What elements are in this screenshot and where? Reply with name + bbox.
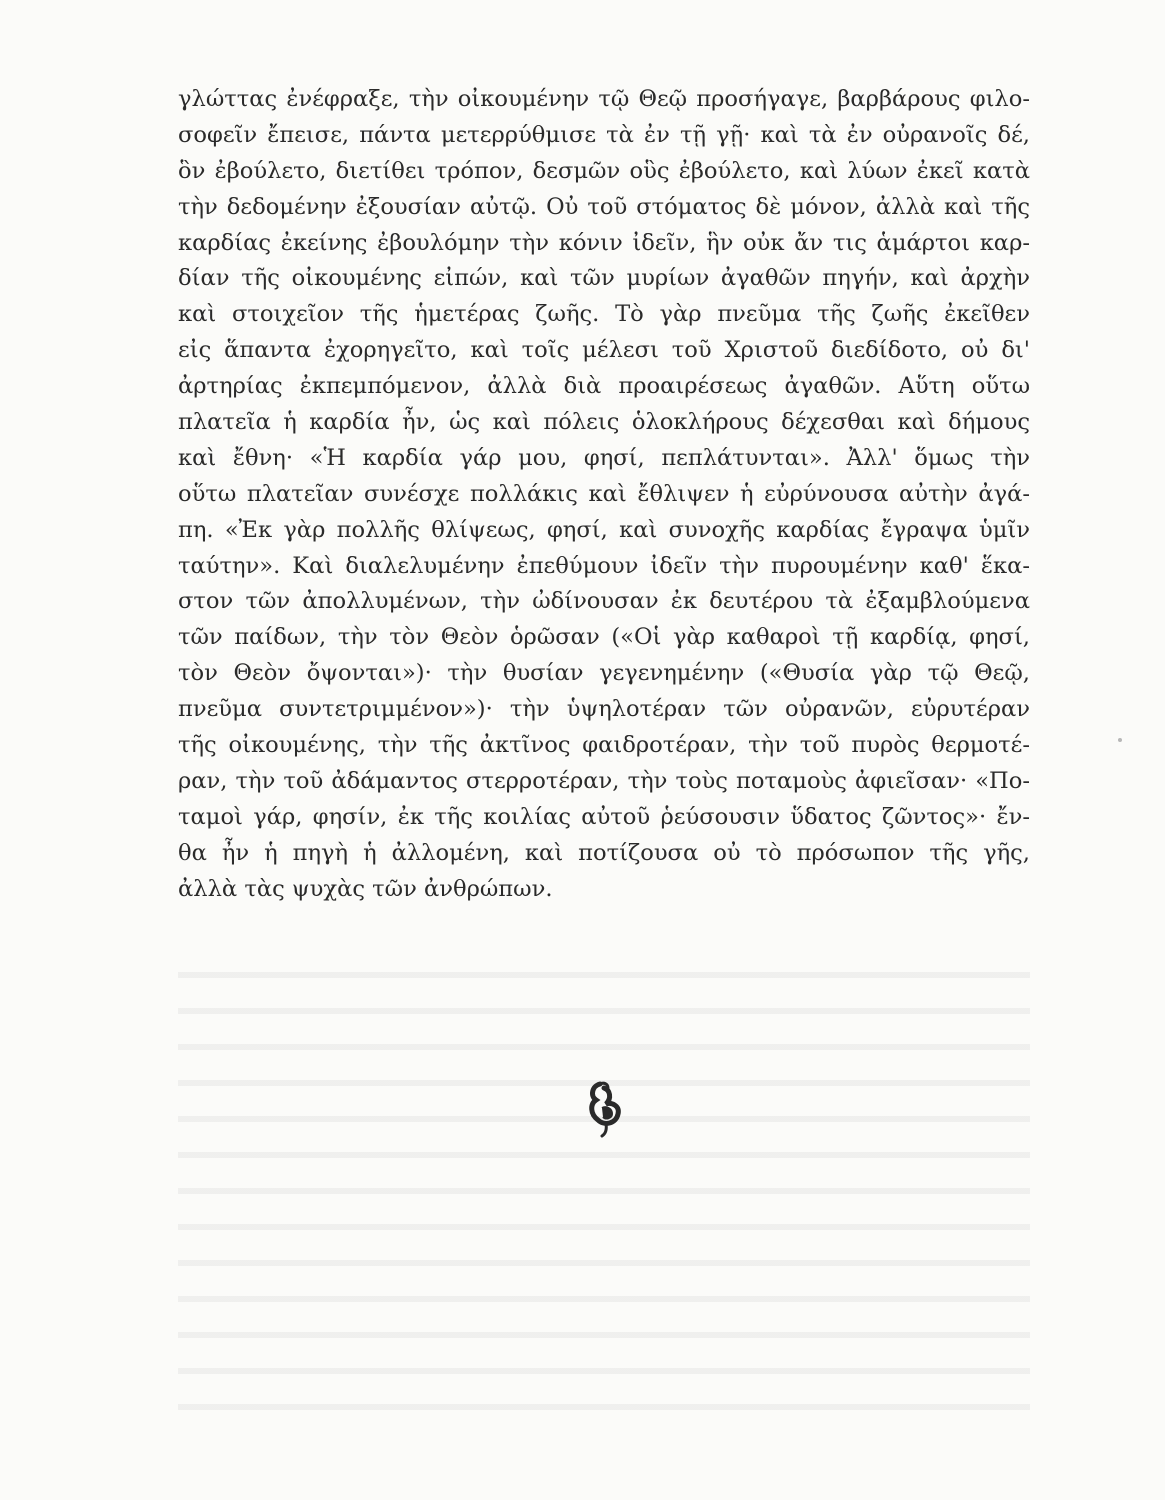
text-line-23: ἀλλὰ τὰς ψυχὰς τῶν ἀνθρώπων. [178,875,553,902]
body-text [178,82,1030,907]
text-line-8: εἰς ἅπαντα ἐχορηγεῖτο, καὶ τοῖς μέλεσι τοῦ Χριστοῦ διεδίδοτο, οὐ δι' [178,337,1030,364]
paper-speck [1118,738,1122,742]
leaf-ornament-icon [586,1080,626,1140]
text-line-6: δίαν τῆς οἰκουμένης εἰπών, καὶ τῶν μυρίων ἀγαθῶν πηγήν, καὶ ἀρχὴν [178,265,1030,292]
text-line-10: πλατεῖα ἡ καρδία ἦν, ὡς καὶ πόλεις ὁλοκλήρους δέχεσθαι καὶ δήμους [178,409,1030,436]
text-line-16: τῶν παίδων, τὴν τὸν Θεὸν ὁρῶσαν («Οἱ γὰρ καθαροὶ τῇ καρδίᾳ, φησί, [178,624,1030,651]
text-line-4: τὴν δεδομένην ἐξουσίαν αὐτῷ. Οὐ τοῦ στόματος δὲ μόνον, ἀλλὰ καὶ τῆς [178,193,1030,220]
text-line-19: τῆς οἰκουμένης, τὴν τῆς ἀκτῖνος φαιδροτέραν, τὴν τοῦ πυρὸς θερμοτέ- [178,732,1030,759]
text-line-15: στον τῶν ἀπολλυμένων, τὴν ὠδίνουσαν ἐκ δευτέρου τὰ ἐξαμβλούμενα [178,588,1030,615]
text-line-11: καὶ ἔθνη· «Ἡ καρδία γάρ μου, φησί, πεπλάτυνται». Ἀλλ' ὅμως τὴν [178,444,1030,471]
text-line-17: τὸν Θεὸν ὄψονται»)· τὴν θυσίαν γεγενημένην («Θυσία γὰρ τῷ Θεῷ, [178,660,1030,687]
text-line-21: ταμοὶ γάρ, φησίν, ἐκ τῆς κοιλίας αὐτοῦ ῥεύσουσιν ὕδατος ζῶντος»· ἔν- [178,803,1030,830]
text-line-1: γλώττας ἐνέφραξε, τὴν οἰκουμένην τῷ Θεῷ προσήγαγε, βαρβάρους φιλο- [178,86,1030,112]
text-line-5: καρδίας ἐκείνης ἐβουλόμην τὴν κόνιν ἰδεῖν, ἣν οὐκ ἄν τις ἁμάρτοι καρ- [178,229,1030,256]
show-through-text [178,950,1030,1420]
text-line-20: ραν, τὴν τοῦ ἀδάμαντος στερροτέραν, τὴν τοὺς ποταμοὺς ἀφιεῖσαν· «Πο- [178,767,1030,794]
text-line-22: θα ἦν ἡ πηγὴ ἡ ἀλλομένη, καὶ ποτίζουσα οὐ τὸ πρόσωπον τῆς γῆς, [178,839,1030,866]
text-line-18: πνεῦμα συντετριμμένον»)· τὴν ὑψηλοτέραν τῶν οὐρανῶν, εὐρυτέραν [178,696,1030,723]
text-line-9: ἀρτηρίας ἐκπεμπόμενον, ἀλλὰ διὰ προαιρέσεως ἀγαθῶν. Αὕτη οὕτω [178,373,1030,400]
text-line-3: ὃν ἐβούλετο, διετίθει τρόπον, δεσμῶν οὓς ἐβούλετο, καὶ λύων ἐκεῖ κατὰ [178,157,1030,184]
text-line-13: πη. «Ἐκ γὰρ πολλῆς θλίψεως, φησί, καὶ συνοχῆς καρδίας ἔγραψα ὑμῖν [178,516,1030,543]
text-line-14: ταύτην». Καὶ διαλελυμένην ἐπεθύμουν ἰδεῖν τὴν πυρουμένην καθ' ἕκα- [178,552,1030,579]
text-line-2: σοφεῖν ἔπεισε, πάντα μετερρύθμισε τὰ ἐν τῇ γῇ· καὶ τὰ ἐν οὐρανοῖς δέ, [178,121,1030,148]
text-line-12: οὕτω πλατεῖαν συνέσχε πολλάκις καὶ ἔθλιψεν ἡ εὐρύνουσα αὐτὴν ἀγά- [178,480,1030,507]
text-line-7: καὶ στοιχεῖον τῆς ἡμετέρας ζωῆς. Τὸ γὰρ πνεῦμα τῆς ζωῆς ἐκεῖθεν [178,301,1030,328]
